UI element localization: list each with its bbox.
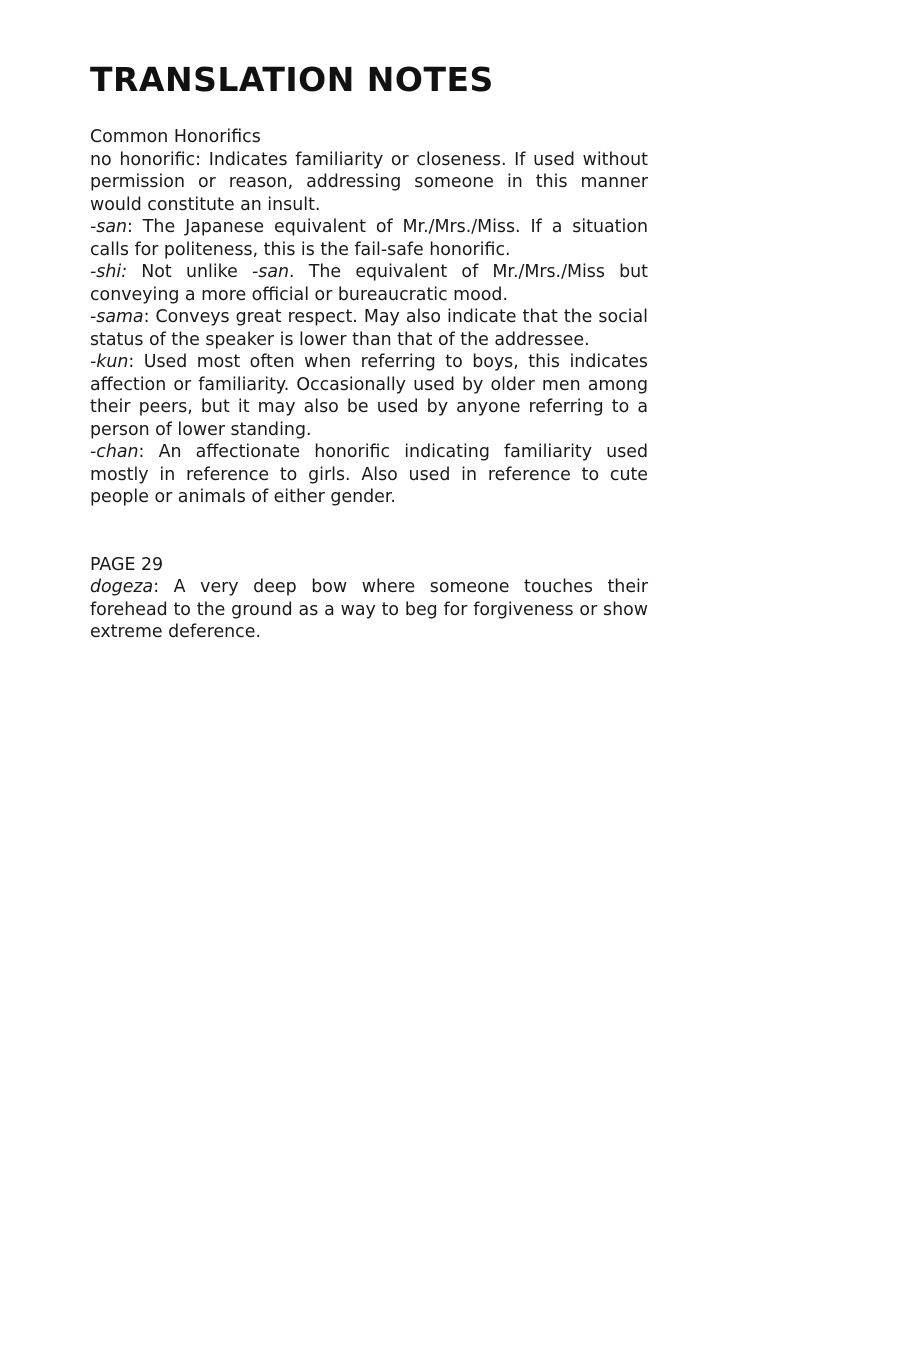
translation-notes-page — [90, 56, 648, 644]
honorific-term: -shi: — [90, 262, 128, 282]
honorific-definition: : An affectionate honorific indicating familiarity used mostly in reference to girls. Also used in reference to cute people or animals of either gender. — [90, 442, 648, 507]
honorific-entry-shi — [90, 261, 648, 306]
honorific-definition-lead: Not unlike — [127, 262, 253, 282]
honorific-term: -kun — [90, 352, 129, 372]
honorific-entry-chan — [90, 441, 648, 509]
page-reference: PAGE 29 — [90, 554, 164, 575]
honorific-definition: : The Japanese equivalent of Mr./Mrs./Miss. If a situation calls for politeness, this is the fail-safe honorific. — [90, 217, 648, 260]
honorific-entry-sama — [90, 306, 648, 351]
honorific-term: no honorific — [90, 149, 196, 170]
note-entry-dogeza — [90, 576, 648, 644]
honorific-entry-none — [90, 149, 648, 217]
honorific-definition: : Used most often when referring to boys, this indicates affection or familiarity. Occasionally used by older men among their peers, but it may also be used by anyone referring to a person of lower standing. — [90, 352, 648, 440]
honorific-definition: : Indicates familiarity or closeness. If used without permission or reason, addressing someone in this manner would constitute an insult. — [90, 149, 648, 215]
honorific-inline-term: -san — [252, 262, 290, 282]
honorific-term: -chan — [90, 442, 139, 462]
page-title: TRANSLATION NOTES — [90, 60, 494, 99]
honorific-definition: . The equivalent of Mr./Mrs./Miss but conveying a more official or bureaucratic mood. — [90, 262, 648, 305]
honorific-term: -san — [90, 217, 128, 237]
honorific-entry-san — [90, 216, 648, 261]
honorifics-section — [90, 126, 648, 509]
note-definition: : A very deep bow where someone touches their forehead to the ground as a way to beg for forgiveness or show extreme deference. — [90, 577, 648, 642]
note-term: dogeza — [90, 577, 154, 597]
honorific-entry-kun — [90, 351, 648, 441]
honorifics-heading: Common Honorifics — [90, 127, 261, 147]
page-notes-section — [90, 554, 648, 644]
honorific-definition: : Conveys great respect. May also indicate that the social status of the speaker is lower than that of the addressee. — [90, 307, 648, 350]
honorific-term: -sama — [90, 307, 144, 327]
